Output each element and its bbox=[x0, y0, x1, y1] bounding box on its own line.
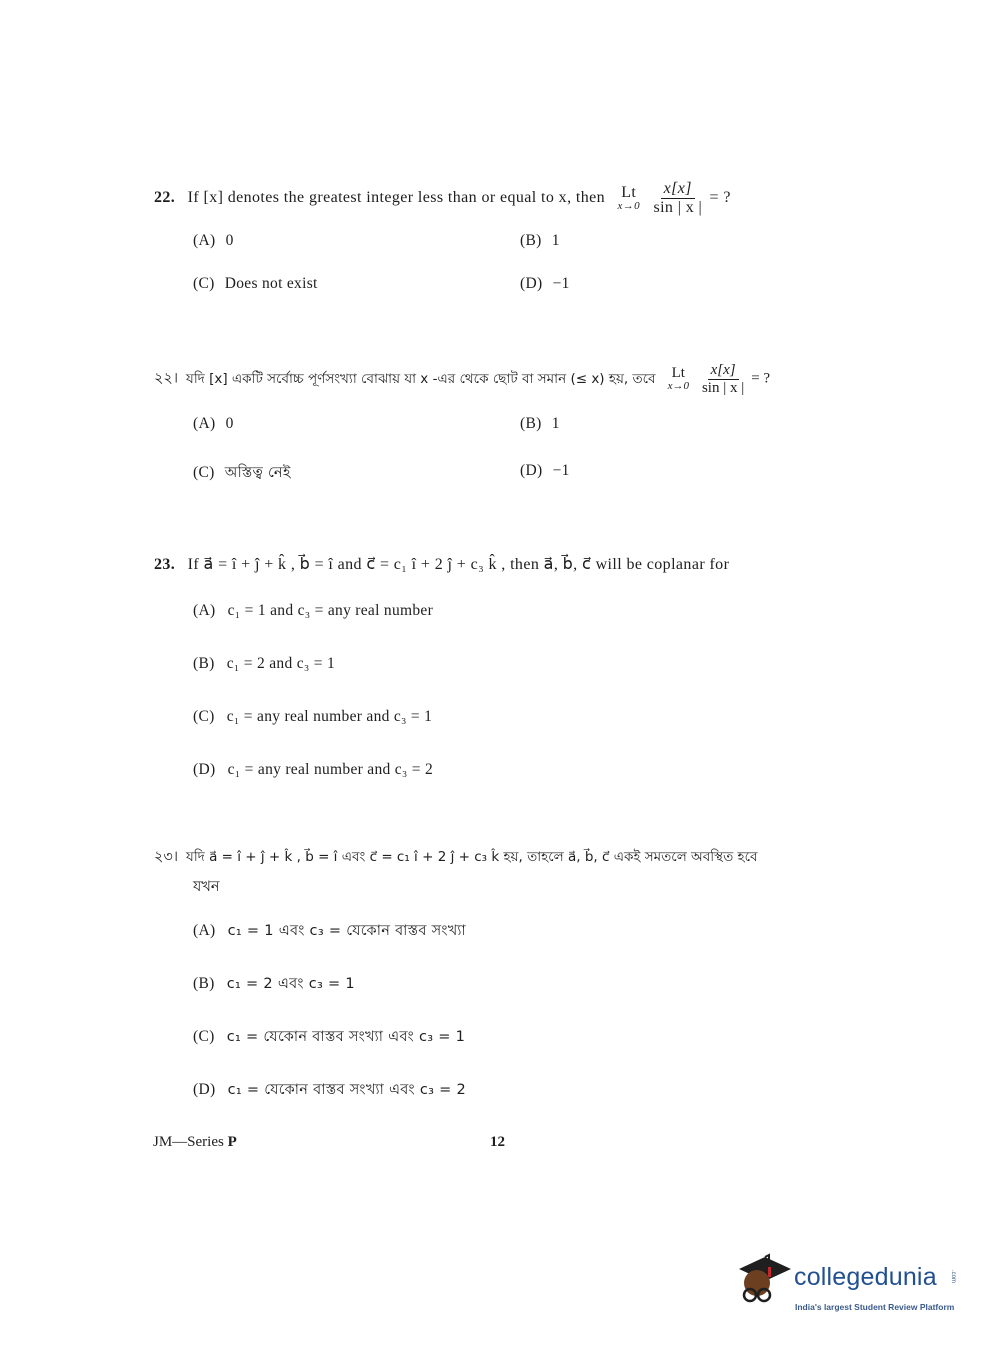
option-label: (C) bbox=[193, 275, 215, 292]
fraction-denominator: sin | x | bbox=[653, 198, 703, 216]
option-text: Does not exist bbox=[224, 275, 318, 292]
option-text: c₁ = যেকোন বাস্তব সংখ্যা এবং c₃ = 1 bbox=[226, 1029, 466, 1045]
limit-subscript: x→0 bbox=[667, 380, 689, 392]
page-number: 12 bbox=[490, 1134, 505, 1150]
option-text: c₁ = any real number and c₃ = 1 bbox=[226, 708, 433, 725]
option-b bbox=[193, 655, 335, 673]
limit-subscript: x→0 bbox=[617, 199, 641, 212]
option-a bbox=[193, 232, 234, 250]
option-text: 1 bbox=[551, 415, 560, 432]
option-label: (B) bbox=[193, 975, 215, 992]
question-number: ২২। bbox=[154, 370, 179, 387]
question-text: If [x] denotes the greatest integer less than or equal to x, then bbox=[187, 188, 606, 206]
option-b bbox=[520, 415, 560, 433]
option-text: 1 bbox=[551, 232, 560, 249]
option-a bbox=[193, 920, 466, 944]
option-text: অস্তিত্ব নেই bbox=[224, 465, 291, 481]
logo-suffix: .com bbox=[950, 1270, 956, 1284]
limit-word: Lt bbox=[671, 365, 685, 381]
equals-question: = ? bbox=[709, 188, 731, 206]
option-a bbox=[193, 602, 433, 620]
question-23 bbox=[154, 554, 729, 574]
option-text: c₁ = 1 এবং c₃ = যেকোন বাস্তব সংখ্যা bbox=[227, 923, 467, 939]
option-text: c₁ = any real number and c₃ = 2 bbox=[227, 761, 434, 778]
option-label: (D) bbox=[193, 1081, 216, 1098]
option-label: (A) bbox=[193, 415, 216, 432]
option-label: (C) bbox=[193, 464, 215, 481]
option-label: (C) bbox=[193, 708, 215, 725]
option-text: 0 bbox=[225, 415, 234, 432]
option-b bbox=[193, 973, 355, 997]
option-label: (A) bbox=[193, 922, 216, 939]
fraction-numerator: x[x] bbox=[661, 180, 695, 199]
option-label: (B) bbox=[193, 655, 215, 672]
option-label: (B) bbox=[520, 415, 542, 432]
option-c bbox=[193, 1026, 465, 1050]
limit-expression bbox=[617, 185, 640, 212]
question-text: যদি a⃗ = î + ĵ + k̂ , b⃗ = î এবং c⃗ = c₁ î + 2 ĵ + c₃ k̂ হয়, তাহলে a⃗, b⃗, c⃗ একই সমতলে অবস্থিত হবে bbox=[186, 849, 758, 865]
option-c bbox=[193, 708, 432, 726]
option-d bbox=[193, 1079, 466, 1103]
question-number: 23. bbox=[154, 556, 176, 573]
series-prefix: JM—Series bbox=[153, 1134, 224, 1150]
question-text-continued: যখন bbox=[193, 879, 220, 895]
option-c bbox=[193, 275, 318, 293]
option-text: −1 bbox=[552, 462, 570, 479]
option-label: (A) bbox=[193, 232, 216, 249]
question-text: যদি [x] একটি সর্বোচ্চ পূর্ণসংখ্যা বোঝায় যা x -এর থেকে ছোট বা সমান (≤ x) হয়, তবে bbox=[186, 370, 656, 387]
limit-word: Lt bbox=[621, 183, 637, 201]
equals-question: = ? bbox=[751, 370, 771, 387]
option-text: c₁ = 1 and c₃ = any real number bbox=[227, 602, 434, 619]
collegedunia-logo-icon bbox=[735, 1253, 791, 1309]
fraction-denominator: sin | x | bbox=[701, 379, 745, 396]
question-22-bengali bbox=[154, 362, 770, 396]
fraction bbox=[699, 362, 747, 396]
option-text: c₁ = 2 এবং c₃ = 1 bbox=[226, 976, 355, 992]
question-23-bengali bbox=[154, 846, 758, 870]
question-number: ২৩। bbox=[154, 849, 179, 865]
option-text: −1 bbox=[552, 275, 570, 292]
option-text: 0 bbox=[225, 232, 234, 249]
option-label: (D) bbox=[520, 462, 543, 479]
series-label bbox=[153, 1134, 237, 1151]
logo-name: collegedunia bbox=[794, 1263, 937, 1291]
option-text: c₁ = 2 and c₃ = 1 bbox=[226, 655, 336, 672]
option-label: (D) bbox=[520, 275, 543, 292]
question-text: If a⃗ = î + ĵ + k̂ , b⃗ = î and c⃗ = c₁ î + 2 ĵ + c₃ k̂ , then a⃗, b⃗, c⃗ will be coplanar for bbox=[187, 556, 730, 573]
limit-expression bbox=[668, 366, 689, 392]
option-d bbox=[193, 761, 433, 779]
logo-tagline: India's largest Student Review Platform bbox=[795, 1302, 955, 1312]
fraction-numerator: x[x] bbox=[708, 362, 739, 380]
option-label: (B) bbox=[520, 232, 542, 249]
option-b bbox=[520, 232, 560, 250]
fraction bbox=[650, 180, 705, 216]
option-c bbox=[193, 462, 291, 486]
option-a bbox=[193, 415, 234, 433]
option-label: (D) bbox=[193, 761, 216, 778]
question-number: 22. bbox=[154, 188, 176, 206]
series-letter: P bbox=[227, 1134, 237, 1150]
option-label: (C) bbox=[193, 1028, 215, 1045]
option-label: (A) bbox=[193, 602, 216, 619]
question-22 bbox=[154, 180, 731, 216]
option-text: c₁ = যেকোন বাস্তব সংখ্যা এবং c₃ = 2 bbox=[227, 1082, 467, 1098]
option-d bbox=[520, 275, 570, 293]
option-d bbox=[520, 462, 570, 480]
